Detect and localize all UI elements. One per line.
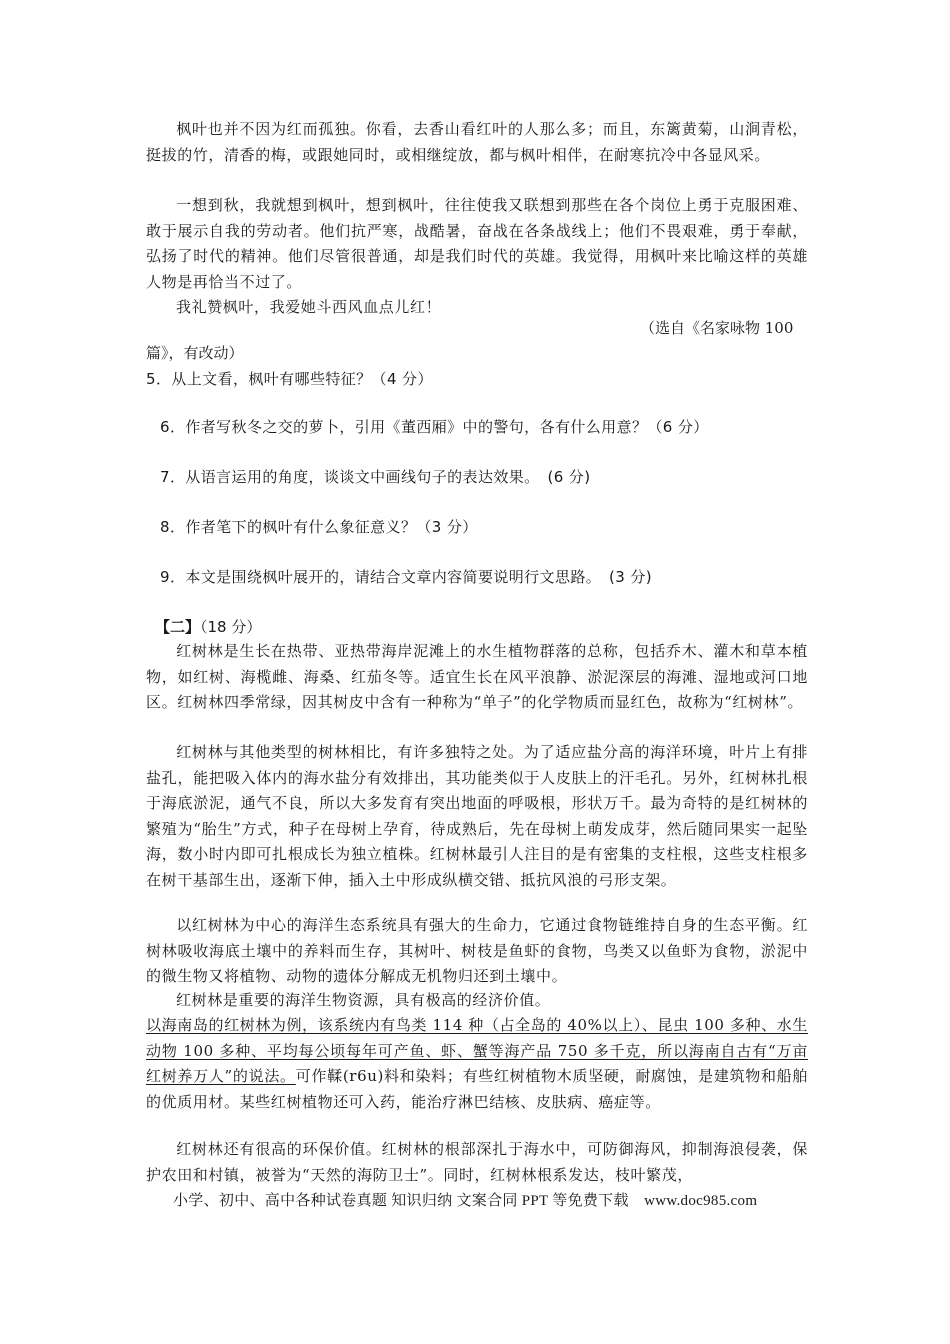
section2-paragraph-3: 以红树林为中心的海洋生态系统具有强大的生命力，它通过食物链维持自身的生态平衡。红树林吸收海底土壤中的养料而生存，其树叶、树枝是鱼虾的食物，鸟类又以鱼虾为食物，淤泥中的微生物又将植物、动物的遗体分解成无机物归还到土壤中。 <box>146 916 808 985</box>
question-7: 7．从语言运用的角度，谈谈文中画线句子的表达效果。 (6 分) <box>160 468 591 486</box>
section2-paragraph-6: 红树林还有很高的环保价值。红树林的根部深扎于海水中，可防御海风，抑制海浪侵袭，保护农田和村镇，被誉为“天然的海防卫士”。同时，红树林根系发达，枝叶繁茂， <box>146 1140 808 1184</box>
section2-paragraph-4: 红树林是重要的海洋生物资源，具有极高的经济价值。 <box>176 991 551 1009</box>
question-9: 9．本文是围绕枫叶展开的，请结合文章内容简要说明行文思路。 (3 分) <box>160 568 653 586</box>
source-citation-line2: 篇》，有改动） <box>146 344 244 362</box>
source-citation-line1: （选自《名家咏物 100 <box>640 319 794 337</box>
question-6: 6．作者写秋冬之交的萝卜，引用《董西厢》中的警句，各有什么用意？（6 分） <box>160 418 709 436</box>
underlined-sentence: 以海南岛的红树林为例，该系统内有鸟类 114 种（占全岛的 40%以上）、昆虫 100 多种、水生动物 100 多种、平均每公顷每年可产鱼、虾、蟹等海产品 750 多千克，所以海南自古有“万亩红树养万人”的说法。 <box>146 1016 808 1085</box>
question-5: 5．从上文看，枫叶有哪些特征？（4 分） <box>146 370 433 388</box>
footer-note: 小学、初中、高中各种试卷真题 知识归纳 文案合同 PPT 等免费下载 www.doc985.com <box>173 1193 758 1209</box>
section2-paragraph-2: 红树林与其他类型的树林相比，有许多独特之处。为了适应盐分高的海洋环境，叶片上有排盐孔，能把吸入体内的海水盐分有效排出，其功能类似于人皮肤上的汗毛孔。另外，红树林扎根于海底淤泥，通气不良，所以大多发育有突出地面的呼吸根，形状万千。最为奇特的是红树林的繁殖为“胎生”方式，种子在母树上孕育，待成熟后，先在母树上萌发成芽，然后随同果实一起坠海，数小时内即可扎根成长为独立植株。红树林最引人注目的是有密集的支柱根，这些支柱根多在树干基部生出，逐渐下伸，插入土中形成纵横交错、抵抗风浪的弓形支架。 <box>146 743 808 889</box>
section2-paragraph-1: 红树林是生长在热带、亚热带海岸泥滩上的水生植物群落的总称，包括乔木、灌木和草本植物，如红树、海榄雌、海桑、红茄冬等。适宜生长在风平浪静、淤泥深层的海滩、湿地或河口地区。红树林四季常绿，因其树皮中含有一种称为“单子”的化学物质而显红色，故称为“红树林”。 <box>146 642 808 711</box>
section2-paragraph-5: 以海南岛的红树林为例，该系统内有鸟类 114 种（占全岛的 40%以上）、昆虫 100 多种、水生动物 100 多种、平均每公顷每年可产鱼、虾、蟹等海产品 750 多千克，所以海南自古有“万亩红树养万人”的说法。可作鞣(r6u)料和染料；有些红树植物木质坚硬，耐腐蚀，是建筑物和船舶的优质用材。某些红树植物还可入药，能治疗淋巴结核、皮肤病、癌症等。 <box>146 1016 808 1111</box>
passage1-paragraph-3: 我礼赞枫叶，我爱她斗西风血点儿红！ <box>176 298 442 316</box>
section-2-heading: 【二】（18 分） <box>155 618 262 636</box>
question-8: 8．作者笔下的枫叶有什么象征意义？（3 分） <box>160 518 478 536</box>
passage1-paragraph-2: 一想到秋，我就想到枫叶，想到枫叶，往往使我又联想到那些在各个岗位上勇于克服困难、敢于展示自我的劳动者。他们抗严寒，战酷暑，奋战在各条战线上；他们不畏艰难，勇于奉献，弘扬了时代的精神。他们尽管很普通，却是我们时代的英雄。我觉得，用枫叶来比喻这样的英雄人物是再恰当不过了。 <box>146 196 808 291</box>
passage1-paragraph-1: 枫叶也并不因为红而孤独。你看，去香山看红叶的人那么多；而且，东篱黄菊，山涧青松，挺拔的竹，清香的梅，或跟她同时，或相继绽放，都与枫叶相伴，在耐寒抗冷中各显风采。 <box>146 120 808 164</box>
